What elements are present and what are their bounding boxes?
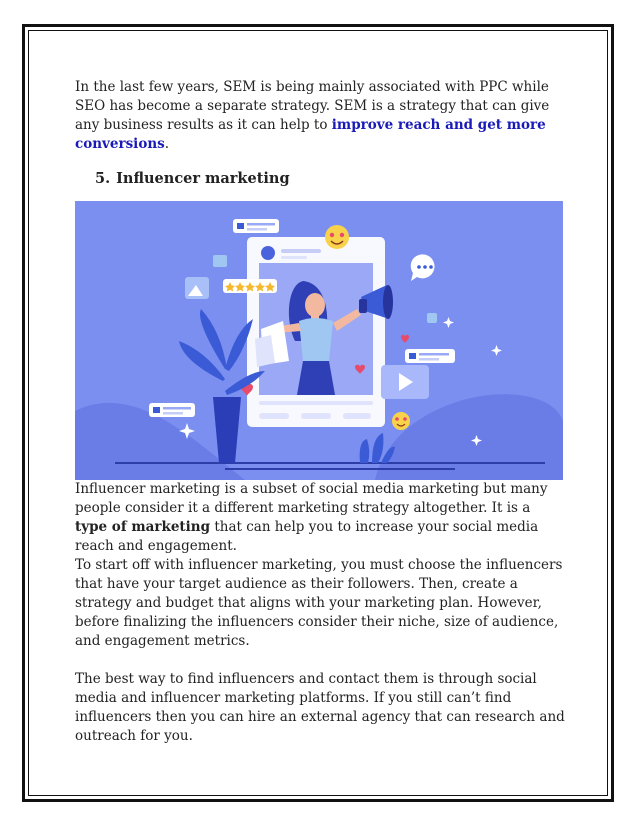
para1-text: Influencer marketing is a subset of social media marketing but many people consider it a different marketing strategy altogether. It is a: [75, 481, 548, 516]
intro-end: .: [164, 136, 170, 152]
paragraph-spacer: [75, 651, 565, 670]
influencer-paragraph-3: The best way to find influencers and contact them is through social media and influencer marketing platforms. If you still can’t find influencers then you can hire an external agency that can research and outreach for you.: [75, 671, 565, 744]
document-body: [75, 78, 565, 746]
section-number: 5.: [95, 170, 111, 187]
influencer-paragraph-1: [75, 480, 565, 556]
section-heading: [95, 168, 565, 190]
influencer-paragraph-2: To start off with influencer marketing, you must choose the influencers that have your target audience as their followers. Then, create a strategy and budget that aligns with your marketing plan. However, before finalizing the influencers consider their niche, size of audience, and engagement metrics.: [75, 557, 563, 649]
intro-paragraph: [75, 78, 565, 154]
influencer-marketing-illustration: [75, 201, 563, 480]
intro-text: In the last few years, SEM is being mainly associated with PPC while SEO has become a separate strategy. SEM is a strategy that can give any business results as it can help to: [75, 79, 550, 133]
section-title: Influencer marketing: [116, 170, 290, 187]
type-of-marketing-bold: type of marketing: [75, 519, 211, 535]
para1-text-end: that can help you to increase your social media reach and engagement.: [75, 519, 539, 554]
conversions-link[interactable]: improve reach and get more conversions: [75, 117, 546, 152]
